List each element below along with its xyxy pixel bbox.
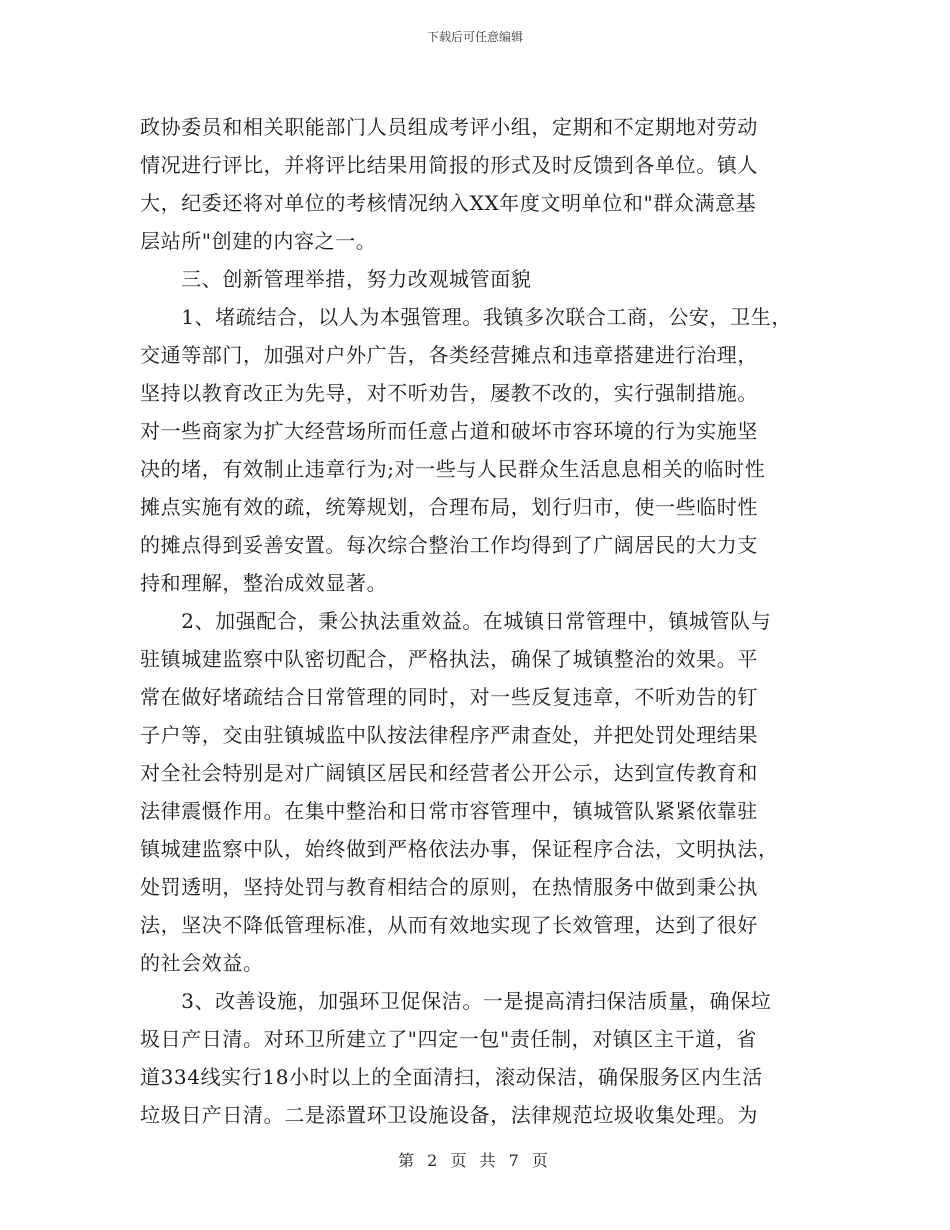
text-line: 的社会效益。 [140, 951, 264, 975]
text-line: 摊点实施有效的疏，统筹规划，合理布局，划行归市，使一些临时性 [140, 495, 758, 519]
text-line: 常在做好堵疏结合日常管理的同时，对一些反复违章，不听劝告的钉 [140, 685, 758, 709]
page-header: 下载后可任意编辑 [426, 30, 523, 44]
text-line: 1、堵疏结合，以人为本强管理。我镇多次联合工商，公安，卫生， [140, 305, 792, 329]
text-line: 交通等部门，加强对户外广告，各类经营摊点和违章搭建进行治理， [140, 343, 758, 367]
text-line: 决的堵，有效制止违章行为;对一些与人民群众生活息息相关的临时性 [140, 457, 766, 481]
text-line: 政协委员和相关职能部门人员组成考评小组，定期和不定期地对劳动 [140, 115, 758, 139]
text-line: 层站所"创建的内容之一。 [140, 229, 377, 253]
text-line: 子户等，交由驻镇城监中队按法律程序严肃查处，并把处罚处理结果 [140, 723, 758, 747]
text-line: 对全社会特别是对广阔镇区居民和经营者公开公示，达到宣传教育和 [140, 761, 758, 785]
text-line: 镇城建监察中队，始终做到严格依法办事，保证程序合法，文明执法， [140, 837, 779, 861]
text-line: 垃圾日产日清。二是添置环卫设施设备，法律规范垃圾收集处理。为 [140, 1103, 758, 1127]
text-line: 坚持以教育改正为先导，对不听劝告，屡教不改的，实行强制措施。 [140, 381, 758, 405]
text-line: 法，坚决不降低管理标准，从而有效地实现了长效管理，达到了很好 [140, 913, 758, 937]
text-line: 大，纪委还将对单位的考核情况纳入XX年度文明单位和"群众满意基 [140, 191, 757, 215]
text-line: 圾日产日清。对环卫所建立了"四定一包"责任制，对镇区主干道，省 [140, 1027, 757, 1051]
page-number: 第 2 页 共 7 页 [398, 1151, 552, 1170]
text-line: 持和理解，整治成效显著。 [140, 571, 388, 595]
text-line: 道334线实行18小时以上的全面清扫，滚动保洁，确保服务区内生活 [140, 1065, 763, 1089]
text-line: 3、改善设施，加强环卫促保洁。一是提高清扫保洁质量，确保垃 [140, 989, 772, 1013]
document-body [140, 108, 830, 1134]
text-line: 法律震慑作用。在集中整治和日常市容管理中，镇城管队紧紧依靠驻 [140, 799, 758, 823]
text-line: 驻镇城建监察中队密切配合，严格执法，确保了城镇整治的效果。平 [140, 647, 758, 671]
text-line: 的摊点得到妥善安置。每次综合整治工作均得到了广阔居民的大力支 [140, 533, 758, 557]
text-line: 2、加强配合，秉公执法重效益。在城镇日常管理中，镇城管队与 [140, 609, 772, 633]
text-line: 情况进行评比，并将评比结果用简报的形式及时反馈到各单位。镇人 [140, 153, 758, 177]
section-heading: 三、创新管理举措，努力改观城管面貌 [140, 267, 532, 291]
text-line: 处罚透明，坚持处罚与教育相结合的原则，在热情服务中做到秉公执 [140, 875, 758, 899]
text-line: 对一些商家为扩大经营场所而任意占道和破坏市容环境的行为实施坚 [140, 419, 758, 443]
